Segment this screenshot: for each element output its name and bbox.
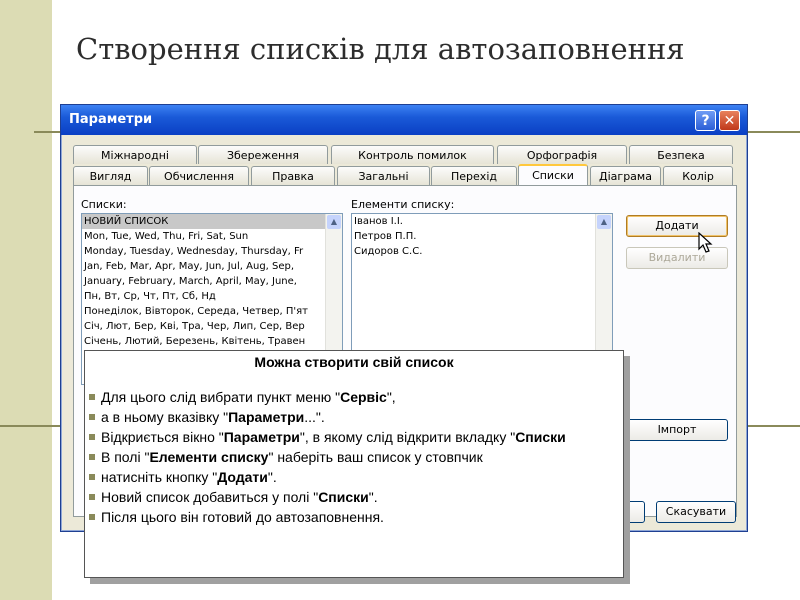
help-button[interactable] (695, 110, 716, 131)
tab-chart[interactable]: Діаграма (590, 166, 661, 185)
entries-label: Елементи списку: (351, 198, 455, 211)
callout-bullet (85, 407, 623, 427)
tab-international[interactable]: Міжнародні (73, 145, 197, 164)
entries-textarea[interactable] (351, 213, 613, 353)
close-button[interactable] (719, 110, 740, 131)
tab-security[interactable]: Безпека (629, 145, 733, 164)
callout-text: " наберіть ваш список у стовпчик (268, 449, 483, 465)
tab-color[interactable]: Колір (663, 166, 733, 185)
dialog-title: Параметри (69, 112, 153, 127)
callout-bullet (85, 487, 623, 507)
scroll-up-icon[interactable]: ▲ (597, 215, 611, 229)
callout-heading: Можна створити свій список (254, 354, 454, 370)
delete-button[interactable]: Видалити (626, 247, 728, 269)
callout-text: ", в якому слід відкрити вкладку " (299, 429, 516, 445)
entry-line: Петров П.П. (354, 231, 417, 242)
tab-general[interactable]: Загальні (337, 166, 430, 185)
slide-left-band (0, 0, 52, 600)
callout-text: ". (267, 469, 277, 485)
entries-scrollbar[interactable] (595, 214, 612, 352)
tab-error-checking[interactable]: Контроль помилок (331, 145, 494, 164)
help-icon: ? (701, 113, 710, 129)
list-item[interactable]: Січень, Лютий, Березень, Квітень, Травен (84, 336, 306, 347)
tab-view[interactable]: Вигляд (73, 166, 148, 185)
list-item[interactable]: Monday, Tuesday, Wednesday, Thursday, Fr (84, 246, 304, 257)
dialog-titlebar[interactable] (61, 105, 747, 135)
callout-emphasis: Списки (515, 429, 566, 445)
tab-lists[interactable]: Списки (518, 164, 588, 185)
callout-emphasis: Додати (217, 469, 268, 485)
list-item[interactable]: January, February, March, April, May, June, (84, 276, 297, 287)
mouse-cursor-icon (698, 232, 714, 254)
close-icon: ✕ (723, 113, 736, 129)
callout-text: ...". (304, 409, 325, 425)
callout-emphasis: Параметри (228, 409, 305, 425)
entry-line: Сидоров С.С. (354, 246, 423, 257)
entry-line: Іванов І.І. (354, 216, 403, 227)
tab-calculation[interactable]: Обчислення (149, 166, 249, 185)
list-item[interactable]: Січ, Лют, Бер, Кві, Тра, Чер, Лип, Сер, Вер (84, 321, 305, 332)
import-button[interactable]: Імпорт (626, 419, 728, 441)
callout-text: Для цього слід вибрати пункт меню " (101, 389, 341, 405)
callout-text: ". (368, 489, 378, 505)
tab-save[interactable]: Збереження (198, 145, 328, 164)
callout-bullet (85, 467, 623, 487)
list-item[interactable]: НОВИЙ СПИСОК (82, 214, 342, 229)
callout-text: Новий список добавиться у полі " (101, 489, 319, 505)
tab-transition[interactable]: Перехід (431, 166, 517, 185)
callout-bullet (85, 447, 623, 467)
list-item[interactable]: Пн, Вт, Ср, Чт, Пт, Сб, Нд (84, 291, 216, 302)
lists-label: Списки: (81, 198, 127, 211)
instructions-callout (84, 350, 624, 578)
callout-bullet (85, 427, 623, 447)
callout-bullets (85, 387, 623, 527)
callout-text: ", (386, 389, 396, 405)
callout-text: Після цього він готовий до автозаповнення. (101, 509, 384, 525)
callout-emphasis: Сервіс (340, 389, 387, 405)
cancel-button[interactable]: Скасувати (656, 501, 736, 523)
callout-bullet (85, 387, 623, 407)
callout-text: В полі " (101, 449, 150, 465)
add-button[interactable]: Додати (626, 215, 728, 237)
slide-title: Створення списків для автозаповнення (76, 32, 685, 66)
callout-text: Відкриється вікно " (101, 429, 224, 445)
callout-emphasis: Параметри (223, 429, 300, 445)
list-item[interactable]: Jan, Feb, Mar, Apr, May, Jun, Jul, Aug, Sep, (84, 261, 295, 272)
list-item[interactable]: Mon, Tue, Wed, Thu, Fri, Sat, Sun (84, 231, 249, 242)
callout-bullet (85, 507, 623, 527)
callout-text: а в ньому вказівку " (101, 409, 229, 425)
tab-spelling[interactable]: Орфографія (497, 145, 627, 164)
scroll-up-icon[interactable]: ▲ (327, 215, 341, 229)
callout-emphasis: Списки (318, 489, 369, 505)
tab-edit[interactable]: Правка (251, 166, 335, 185)
list-item[interactable]: Понеділок, Вівторок, Середа, Четвер, П'ят (84, 306, 308, 317)
callout-text: натисніть кнопку " (101, 469, 218, 485)
callout-emphasis: Елементи списку (149, 449, 269, 465)
